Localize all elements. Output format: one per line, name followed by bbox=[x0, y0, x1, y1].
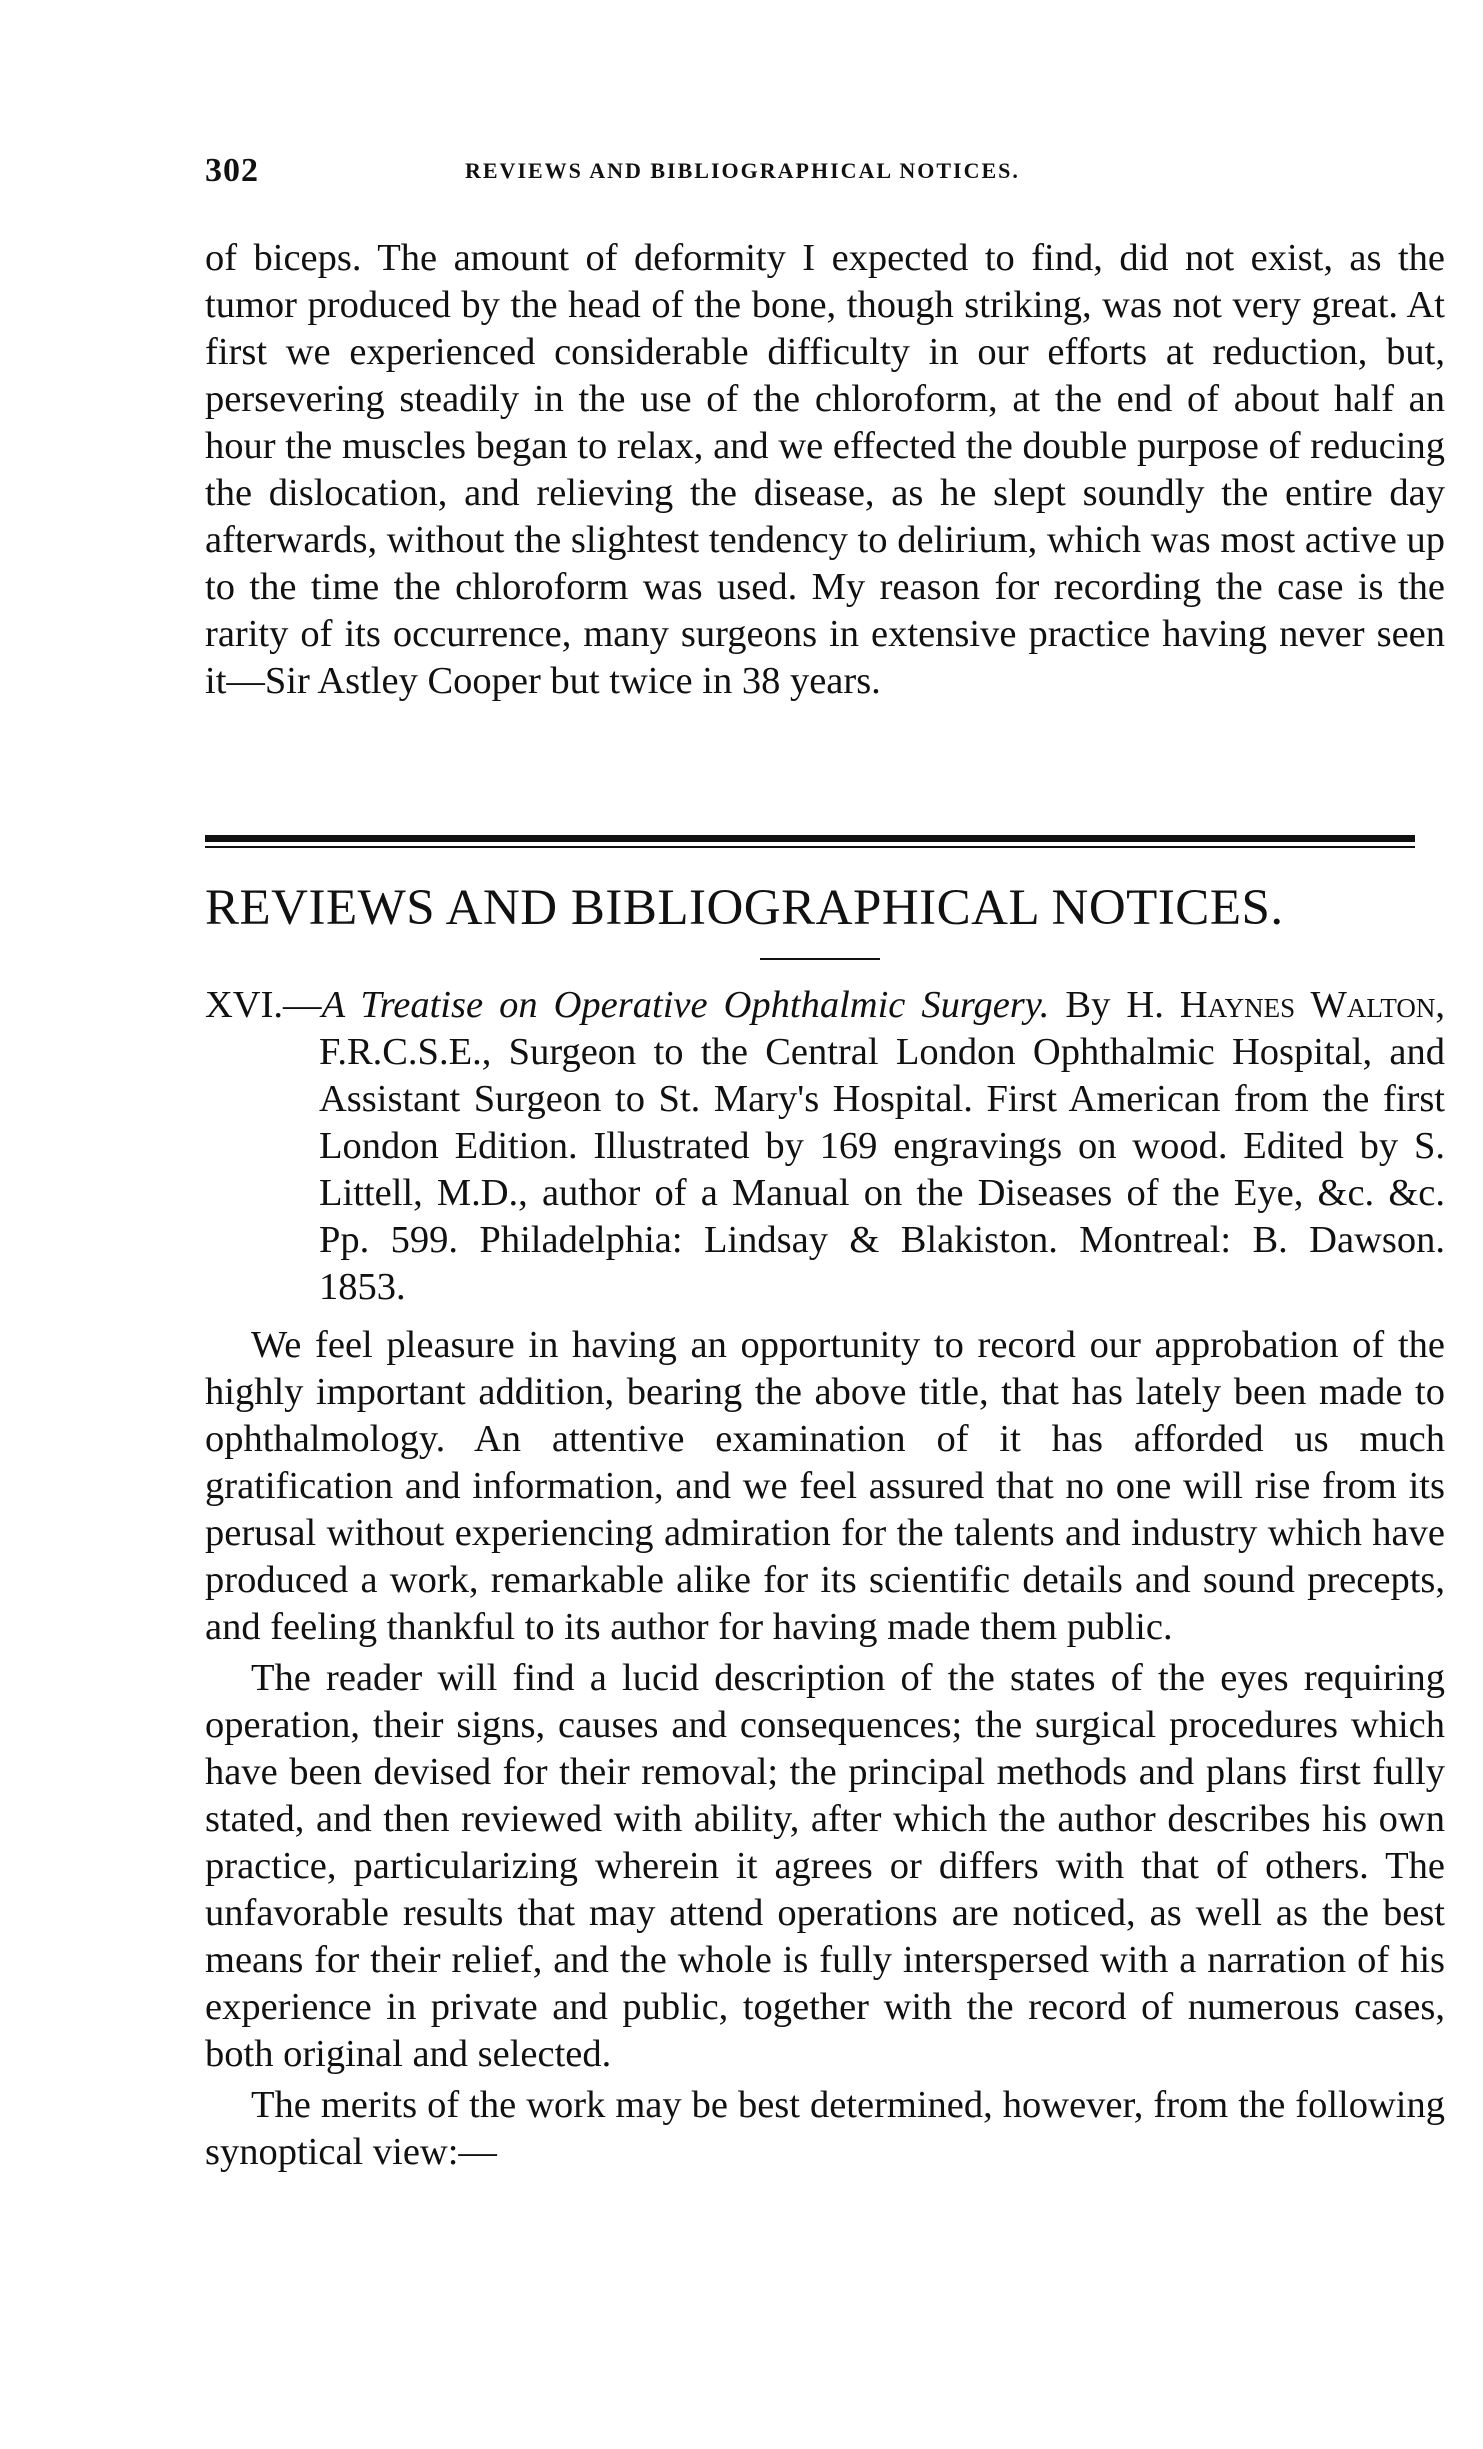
section-divider-thin bbox=[205, 846, 1415, 848]
entry-title: A Treatise on Operative Ophthalmic Surgery. bbox=[321, 984, 1050, 1026]
section-divider-thick bbox=[205, 835, 1415, 842]
running-head: REVIEWS AND BIBLIOGRAPHICAL NOTICES. bbox=[465, 158, 1020, 183]
entry-numeral: XVI.— bbox=[205, 984, 322, 1026]
bibliographic-entry bbox=[205, 982, 1445, 1311]
body-paragraph: The merits of the work may be best determined, however, from the following synoptical view:— bbox=[205, 2084, 1445, 2173]
entry-by: By bbox=[1049, 984, 1127, 1026]
intro-paragraph-block bbox=[205, 235, 1445, 705]
page-header bbox=[205, 152, 1435, 192]
title-underline bbox=[760, 958, 880, 960]
section-title: REVIEWS AND BIBLIOGRAPHICAL NOTICES. bbox=[205, 880, 1284, 936]
review-body bbox=[205, 1322, 1445, 2176]
body-paragraph: The reader will find a lucid description of the states of the eyes requiring operation, their signs, causes and consequences; the surgical procedures which have been devised for their removal; the principal methods and plans first fully stated, and then reviewed with ability, after which the author describes his own practice, particularizing wherein it agrees or differs with that of others. The unfavorable results that may attend operations are noticed, as well as the best means for their relief, and the whole is fully interspersed with a narration of his experience in private and public, together with the record of numerous cases, both original and selected. bbox=[205, 1657, 1445, 2075]
entry-author: H. Haynes Walton bbox=[1126, 984, 1436, 1026]
body-paragraph: We feel pleasure in having an opportunity to record our approbation of the highly important addition, bearing the above title, that has lately been made to ophthalmology. An attentive examination of it has afforded us much gratification and information, and we feel assured that no one will rise from its perusal without experiencing admiration for the talents and industry which have produced a work, remarkable alike for its scientific details and sound precepts, and feeling thankful to its author for having made them public. bbox=[205, 1324, 1445, 1648]
entry-details: , F.R.C.S.E., Surgeon to the Central London Ophthalmic Hospital, and Assistant Surgeon to St. Mary's Hospital. First American from the first London Edition. Illustrated by 169 engravings on wood. Edited by S. Littell, M.D., author of a Manual on the Diseases of the Eye, &c. &c. Pp. 599. Philadelphia: Lindsay & Blakiston. Montreal: B. Dawson. 1853. bbox=[319, 984, 1445, 1308]
intro-paragraph: of biceps. The amount of deformity I expected to find, did not exist, as the tumor produced by the head of the bone, though striking, was not very great. At first we experienced considerable difficulty in our efforts at reduction, but, persevering steadily in the use of the chloroform, at the end of about half an hour the muscles began to relax, and we effected the double purpose of reducing the dislocation, and relieving the disease, as he slept soundly the entire day afterwards, without the slightest tendency to delirium, which was most active up to the time the chloroform was used. My reason for recording the case is the rarity of its occurrence, many surgeons in extensive practice having never seen it—Sir Astley Cooper but twice in 38 years. bbox=[205, 237, 1445, 702]
page-number: 302 bbox=[205, 152, 259, 189]
